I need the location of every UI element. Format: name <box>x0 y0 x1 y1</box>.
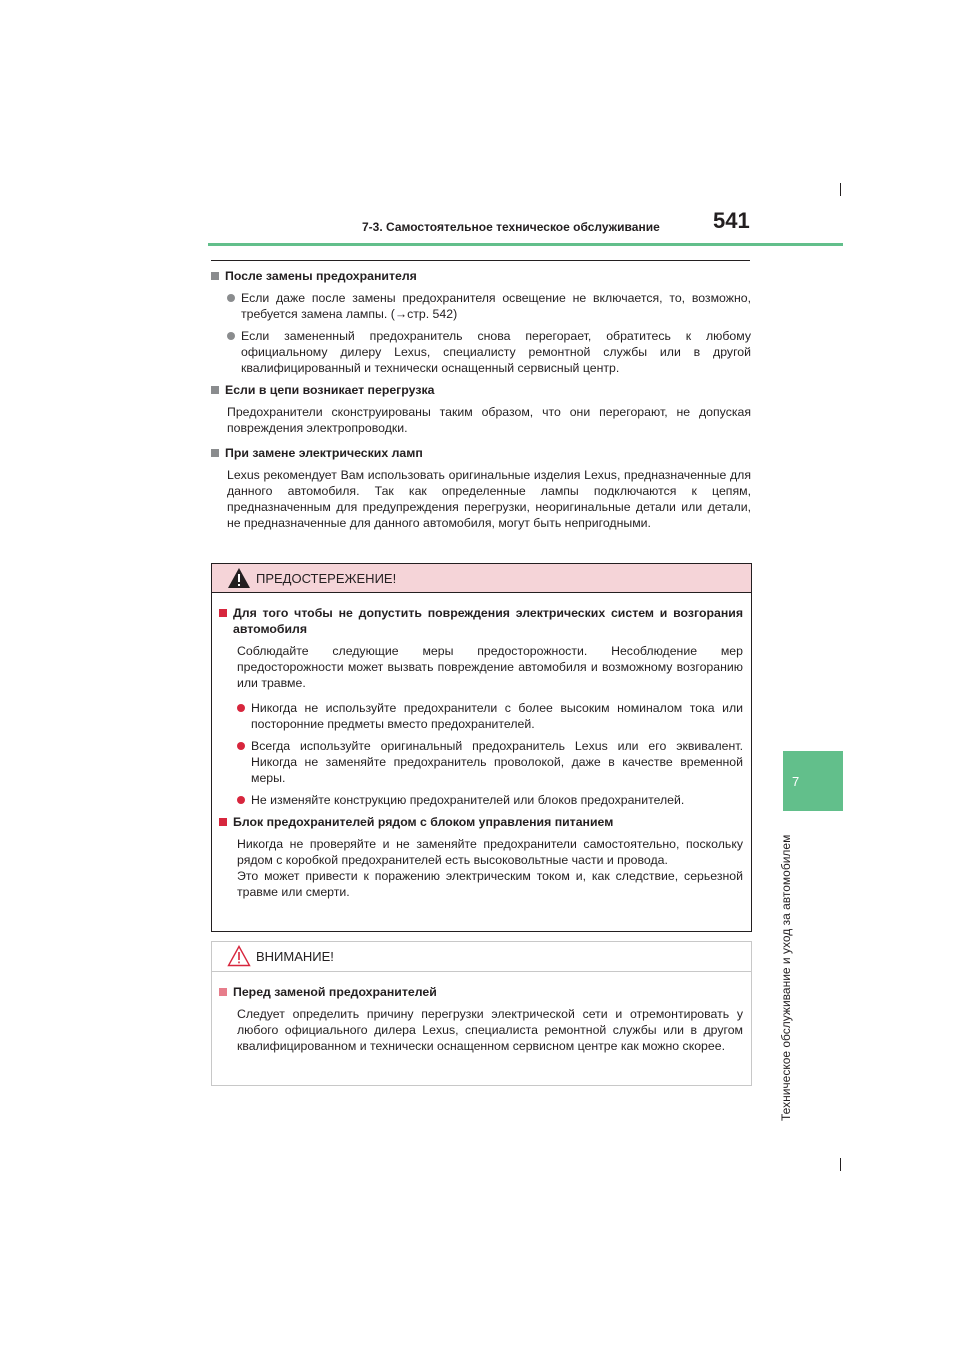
section-heading: Если в цепи возникает перегрузка <box>211 382 751 398</box>
section-text: Предохранители сконструированы таким образом, что они перегорают, не допуская повреждения электропроводки. <box>227 405 751 435</box>
crop-mark-top <box>840 183 841 196</box>
caution-text: Это может привести к поражению электрическим током и, как следствие, серьезной травме или смерти. <box>237 869 743 899</box>
caution-body <box>212 593 751 900</box>
caution-text: Соблюдайте следующие меры предосторожности. Несоблюдение мер предосторожности может вызвать повреждение автомобиля и возможному возгоранию или травме. <box>237 644 743 690</box>
notice-heading: Перед заменой предохранителей <box>219 984 743 1000</box>
running-header: 7-3. Самостоятельное техническое обслуживание <box>362 220 660 234</box>
round-bullet-icon <box>227 294 235 302</box>
round-bullet-icon <box>237 704 245 712</box>
section-heading: При замене электрических ламп <box>211 445 751 461</box>
notice-header <box>212 942 751 972</box>
square-bullet-icon <box>219 818 227 826</box>
warning-outline-icon <box>227 945 251 967</box>
square-bullet-icon <box>219 988 227 996</box>
round-bullet-icon <box>237 742 245 750</box>
main-content <box>211 268 751 540</box>
caution-text: Никогда не проверяйте и не заменяйте предохранители самостоятельно, поскольку рядом с коробкой предохранителей есть высоковольтные части и провода. <box>237 837 743 867</box>
chapter-title: Техническое обслуживание и уход за автомобилем <box>779 834 793 1121</box>
header-rule <box>208 243 843 246</box>
notice-title: ВНИМАНИЕ! <box>256 949 334 964</box>
square-bullet-icon <box>219 609 227 617</box>
square-bullet-icon <box>211 449 219 457</box>
content-rule <box>211 260 750 261</box>
section-text: Lexus рекомендует Вам использовать оригинальные изделия Lexus, предназначенные для данного автомобиля. Так как определенные лампы подключаются к цепям, предназначенным для предупреждения перегрузки, неоригинальные детали или детали, не предназначенные для данного автомобиля, могут быть непригодными. <box>227 468 751 530</box>
list-item: Не изменяйте конструкцию предохранителей или блоков предохранителей. <box>237 792 743 808</box>
square-bullet-icon <box>211 386 219 394</box>
list-item: Никогда не используйте предохранители с более высоким номиналом тока или посторонние предметы вместо предохранителей. <box>237 700 743 732</box>
caution-heading: Блок предохранителей рядом с блоком управления питанием <box>219 814 743 830</box>
notice-box <box>211 941 752 1086</box>
page-number: 541 <box>713 208 750 233</box>
list-item: Если даже после замены предохранителя освещение не включается, то, возможно, требуется замена лампы. (→стр. 542) <box>227 290 751 322</box>
chapter-tab <box>783 751 843 811</box>
warning-triangle-icon <box>227 567 251 589</box>
list-item: Всегда используйте оригинальный предохранитель Lexus или его эквивалент. Никогда не заменяйте предохранитель проволокой, даже в качестве временной меры. <box>237 738 743 786</box>
section-heading: После замены предохранителя <box>211 268 751 284</box>
round-bullet-icon <box>237 796 245 804</box>
list-item: Если замененный предохранитель снова перегорает, обратитесь к любому официальному дилеру Lexus, специалисту ремонтной службы или в другой квалифицированный и технически оснащенный сервисный центр. <box>227 328 751 376</box>
round-bullet-icon <box>227 332 235 340</box>
crop-mark-bottom <box>840 1158 841 1171</box>
square-bullet-icon <box>211 272 219 280</box>
notice-body <box>212 972 751 1054</box>
notice-text: Следует определить причину перегрузки электрической сети и отремонтировать у любого официального дилера Lexus, специалиста ремонтной службы или в другом квалифицированном и технически оснащенном сервисном центре как можно скорее. <box>237 1007 743 1053</box>
caution-heading: Для того чтобы не допустить повреждения электрических систем и возгорания автомобиля <box>219 605 743 637</box>
caution-header <box>212 564 751 593</box>
caution-title: ПРЕДОСТЕРЕЖЕНИЕ! <box>256 571 397 586</box>
chapter-number: 7 <box>792 774 800 789</box>
caution-box <box>211 563 752 932</box>
